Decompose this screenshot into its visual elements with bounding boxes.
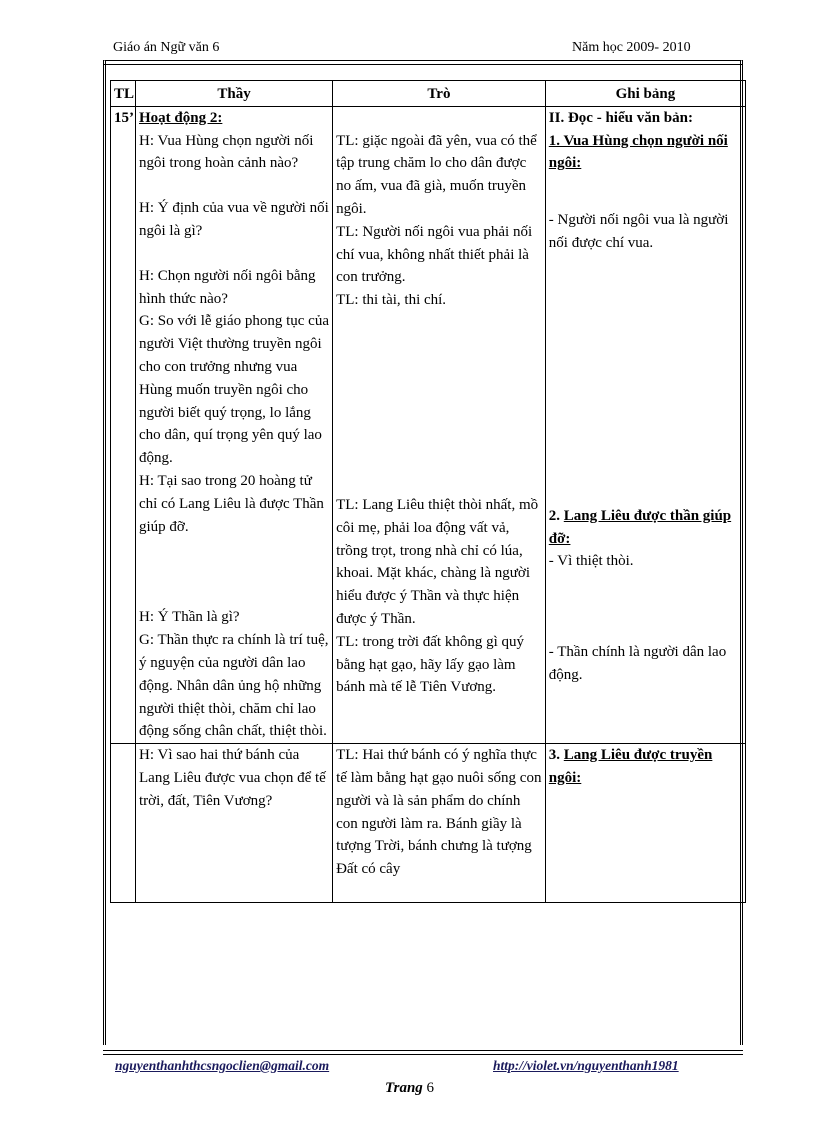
tro-a5: TL: trong trời đất không gì quý bằng hạt gạo, hãy lấy gạo làm bánh mà tế lễ Tiên Vương.: [336, 633, 524, 696]
table-header-row: [111, 81, 746, 107]
thay-q2: H: Ý định của vua về người nối ngôi là gì?: [139, 200, 329, 239]
time-cell-empty: [111, 744, 136, 903]
heading-3: 3. Lang Liêu được truyền ngôi:: [548, 747, 713, 786]
section-title: II. Đọc - hiểu văn bản:: [548, 109, 693, 126]
footer-url-link[interactable]: http://violet.vn/nguyenthanh1981: [493, 1058, 679, 1073]
thay-q6: H: Vì sao hai thứ bánh của Lang Liêu được vua chọn để tế trời, đất, Tiên Vương?: [139, 747, 326, 809]
tro-a6: TL: Hai thứ bánh có ý nghĩa thực tế làm bằng hạt gạo nuôi sống con người và là sản phẩm do chính con người làm ra. Bánh giầy là tượng Trời, bánh chưng là tượng Đất có cây: [336, 747, 542, 878]
tro-a4: TL: Lang Liêu thiệt thòi nhất, mồ côi mẹ, phải loa động vất vả, trồng trọt, trong nhà chỉ có lúa, khoai. Mặt khác, chàng là người hiểu được ý Thần và thực hiện được ý Thần.: [336, 496, 539, 627]
header-title: Giáo án Ngữ văn 6: [113, 40, 220, 55]
page-label: Trang: [385, 1080, 423, 1096]
ghi-bang-cell: [545, 106, 745, 743]
frame-top-rule: [103, 64, 743, 65]
thay-q3: H: Chọn người nối ngôi bằng hình thức nào?: [139, 267, 316, 307]
col-header-thay: Thầy: [136, 81, 333, 107]
ghi-bang-cell-2: [545, 744, 745, 903]
col-header-ghi-bang: Ghi bảng: [545, 81, 745, 107]
footer-rule-2: [103, 1054, 743, 1055]
tro-a3: TL: thi tài, thi chí.: [336, 292, 447, 309]
table-row: [111, 106, 746, 743]
col-header-tro: Trò: [333, 81, 546, 107]
tro-cell: [333, 106, 546, 743]
page-number: [385, 1080, 434, 1097]
activity-title: Hoạt động 2:: [139, 109, 223, 126]
time-cell: 15’: [111, 106, 136, 743]
tro-a2: TL: Người nối ngôi vua phải nối chí vua, không nhất thiết phải là con trưởng.: [336, 223, 533, 286]
footer-rule: [103, 1050, 743, 1051]
thay-g1: G: So với lễ giáo phong tục của người Việt thường truyền ngôi cho con trưởng nhưng vua Hùng muốn truyền ngôi cho người biết quý trọng, lo lắng cho dân, quí trọng yên quý lao động.: [139, 313, 329, 467]
footer-email-link[interactable]: nguyenthanhthcsngoclien@gmail.com: [115, 1058, 330, 1073]
note-3: - Thần chính là người dân lao động.: [548, 644, 727, 683]
heading-1: 1. Vua Hùng chọn người nối ngôi:: [548, 132, 728, 172]
thay-q4: H: Tại sao trong 20 hoàng tử chỉ có Lang Liêu là được Thần giúp đỡ.: [139, 472, 324, 535]
note-2: - Vì thiệt thòi.: [548, 553, 634, 570]
tro-cell-2: [333, 744, 546, 903]
tro-a1: TL: giặc ngoài đã yên, vua có thể tập trung chăm lo cho dân được no ấm, vua đã già, muốn truyền ngôi.: [336, 132, 537, 217]
thay-q1: H: Vua Hùng chọn người nối ngôi trong hoàn cảnh nào?: [139, 132, 314, 172]
col-header-tl: TL: [111, 81, 136, 107]
thay-cell: [136, 106, 333, 743]
thay-q5: H: Ý Thần là gì?: [139, 609, 240, 626]
page-number-value: 6: [426, 1080, 435, 1096]
note-1: - Người nối ngôi vua là người nối được chí vua.: [548, 212, 729, 251]
lesson-table: [110, 80, 746, 903]
heading-2: 2. Lang Liêu được thần giúp đỡ:: [548, 507, 732, 547]
header-school-year: Năm học 2009- 2010: [572, 40, 691, 55]
thay-g2: G: Thần thực ra chính là trí tuệ, ý nguyện của người dân lao động. Nhân dân ủng hộ những người thiệt thòi, chăm chỉ lao động sống chân chất, thiệt thòi.: [139, 632, 329, 740]
table-row: [111, 744, 746, 903]
thay-cell-2: [136, 744, 333, 903]
